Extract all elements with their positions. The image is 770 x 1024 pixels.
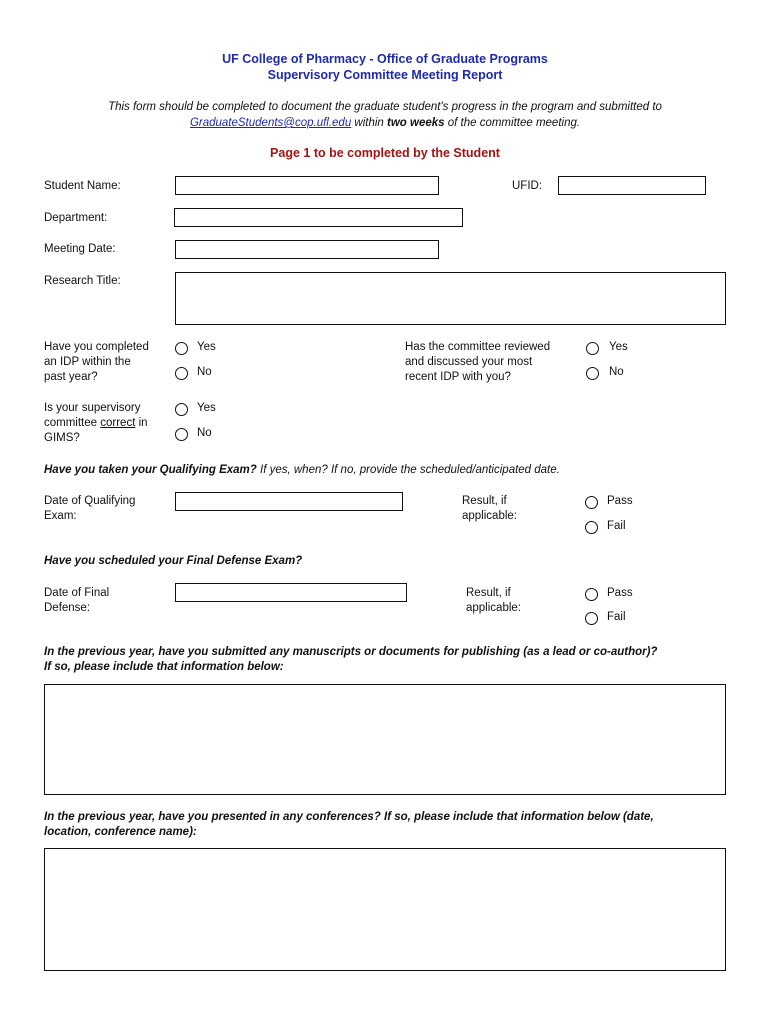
final-defense-date-input[interactable] [175,583,407,602]
intro-line1: This form should be completed to document the graduate student's progress in the program and submitted to [108,101,662,113]
research-title-label: Research Title: [44,275,121,287]
qualifying-result-label: Result, if applicable: [462,495,517,522]
idp-completed-no-label: No [197,366,212,378]
qualifying-exam-question: Have you taken your Qualifying Exam? If yes, when? If no, provide the scheduled/anticipated date. [44,464,560,476]
committee-gims-no-radio[interactable] [175,428,188,441]
form-title-line2: Supervisory Committee Meeting Report [267,68,503,82]
intro-line2: GraduateStudents@cop.ufl.edu within two weeks of the committee meeting. [189,117,581,129]
intro-text [40,99,730,131]
research-title-input[interactable] [175,272,726,325]
idp-completed-yes-radio[interactable] [175,342,188,355]
qualifying-date-label: Date of Qualifying Exam: [44,495,136,522]
idp-completed-question: Have you completed an IDP within the past year? [44,341,149,383]
committee-gims-no-label: No [197,427,212,439]
meeting-date-input[interactable] [175,240,439,259]
qualifying-pass-radio[interactable] [585,496,598,509]
idp-completed-yes-label: Yes [197,341,216,353]
qualifying-fail-radio[interactable] [585,521,598,534]
qualifying-date-input[interactable] [175,492,403,511]
idp-completed-no-radio[interactable] [175,367,188,380]
final-defense-date-label: Date of Final Defense: [44,587,110,614]
email-link[interactable]: GraduateStudents@cop.ufl.edu [189,117,352,129]
final-defense-pass-radio[interactable] [585,588,598,601]
deadline-emphasis: two weeks [387,117,445,129]
ufid-label: UFID: [512,180,543,192]
student-name-label: Student Name: [44,180,121,192]
final-defense-pass-label: Pass [607,587,633,599]
final-defense-fail-radio[interactable] [585,612,598,625]
conferences-question: In the previous year, have you presented in any conferences? If so, please include that information below (date, location, conference name): [44,811,654,838]
final-defense-result-label: Result, if applicable: [466,587,521,614]
qualifying-pass-label: Pass [607,495,633,507]
department-label: Department: [44,212,108,224]
idp-reviewed-question: Has the committee reviewed and discussed your most recent IDP with you? [405,341,551,383]
idp-reviewed-yes-label: Yes [609,341,628,353]
committee-gims-yes-label: Yes [197,402,216,414]
final-defense-question: Have you scheduled your Final Defense Exam? [44,555,303,567]
idp-reviewed-no-radio[interactable] [586,367,599,380]
qualifying-fail-label: Fail [607,520,626,532]
manuscripts-question: In the previous year, have you submitted any manuscripts or documents for publishing (as a lead or co-author)? If so, please include that information below: [44,646,658,673]
committee-gims-yes-radio[interactable] [175,403,188,416]
final-defense-fail-label: Fail [607,611,626,623]
manuscripts-textarea[interactable] [44,684,726,795]
idp-reviewed-no-label: No [609,366,624,378]
meeting-date-label: Meeting Date: [44,243,116,255]
ufid-input[interactable] [558,176,706,195]
committee-gims-question: Is your supervisory committee correct in GIMS? [44,402,148,444]
idp-reviewed-yes-radio[interactable] [586,342,599,355]
department-input[interactable] [174,208,463,227]
student-name-input[interactable] [175,176,439,195]
conferences-textarea[interactable] [44,848,726,971]
section-title: Page 1 to be completed by the Student [270,146,500,160]
form-title-line1: UF College of Pharmacy - Office of Graduate Programs [222,52,548,66]
